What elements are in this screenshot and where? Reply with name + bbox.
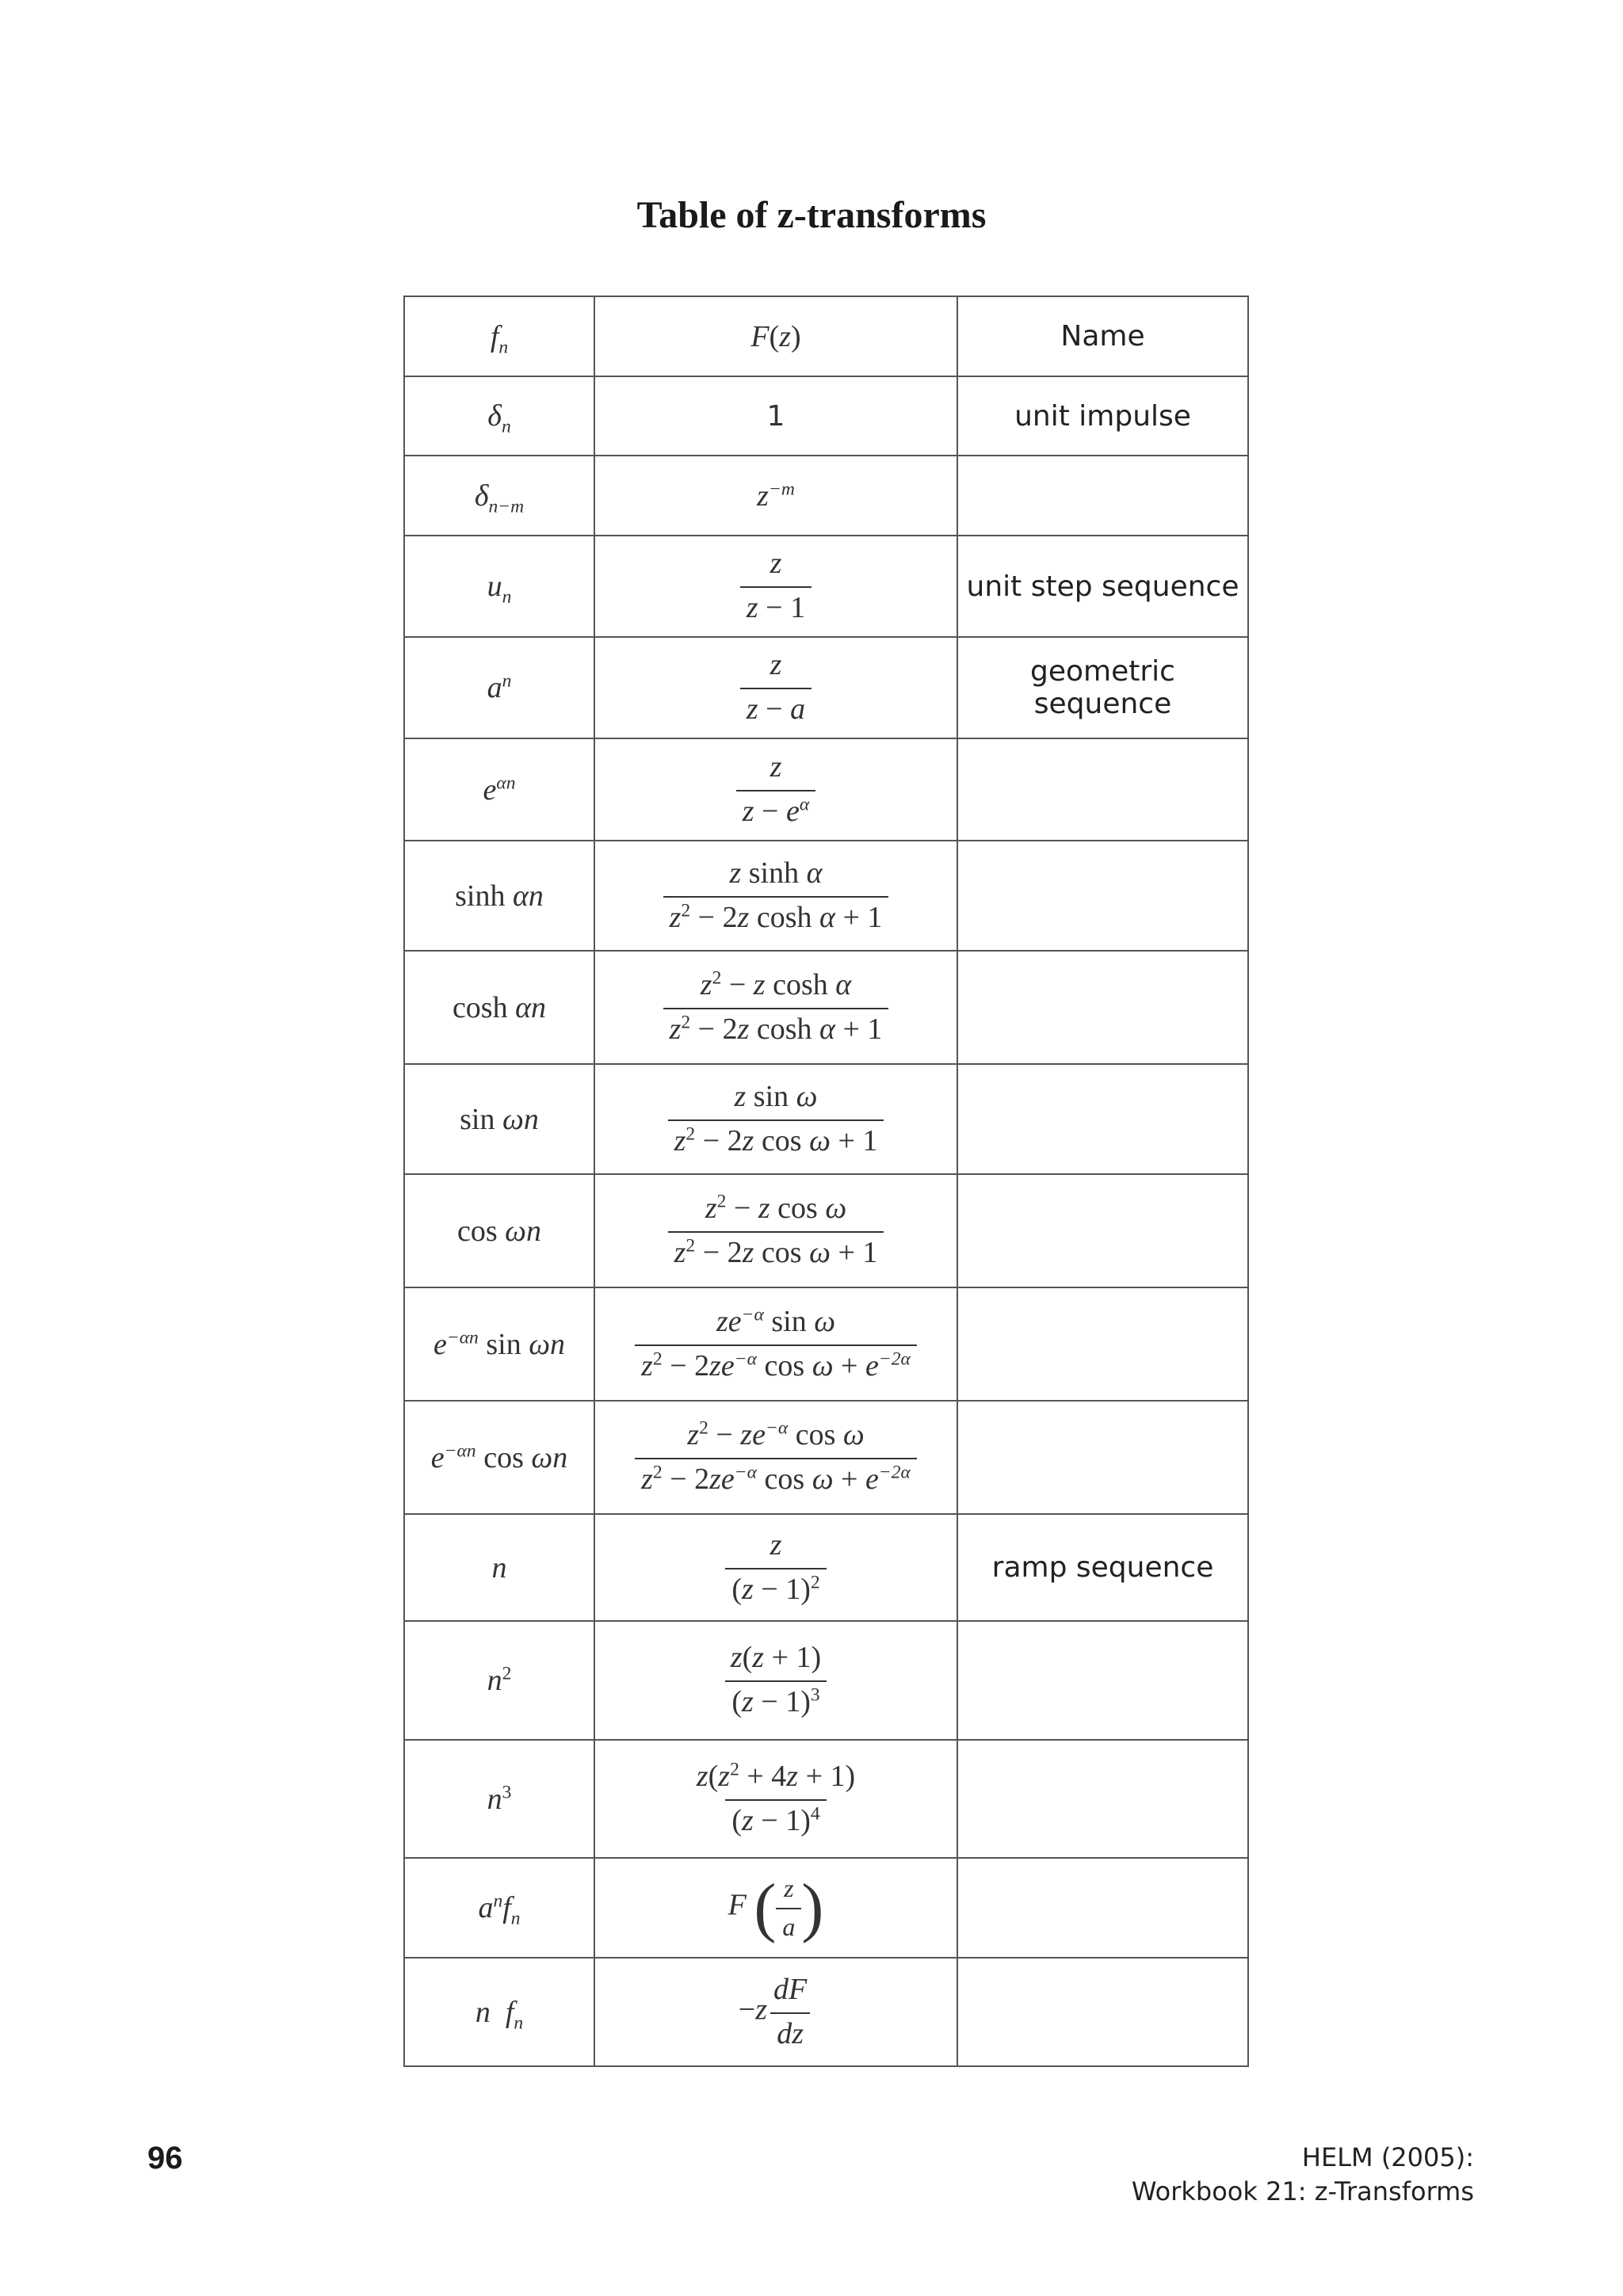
transform-cell: $\frac{z}{z - 1}$	[594, 536, 957, 637]
table-row	[404, 536, 1248, 637]
fn-cell: sin ωn	[404, 1064, 594, 1174]
fn-cell: n	[404, 1514, 594, 1621]
table-row	[404, 738, 1248, 841]
transform-cell: $z^{-m}$	[594, 456, 957, 536]
page-title: Table of z-transforms	[636, 194, 987, 236]
fn-cell: $n^2$	[404, 1621, 594, 1740]
transform-cell: $\frac{z^2 - z \cos \omega}{z^2 - 2z \cos \omega + 1}$	[594, 1174, 957, 1287]
transform-cell: $\frac{z^2 - ze^{-\alpha} \cos \omega}{z^2 - 2ze^{-\alpha} \cos \omega + e^{-2\alpha}}$	[594, 1401, 957, 1514]
name-cell: geometric sequence	[957, 637, 1248, 738]
table-row	[404, 1958, 1248, 2066]
table-row	[404, 376, 1248, 456]
name-cell	[957, 456, 1248, 536]
name-cell	[957, 1740, 1248, 1858]
fn-cell: cosh αn	[404, 951, 594, 1064]
name-cell: unit step sequence	[957, 536, 1248, 637]
table-row	[404, 1858, 1248, 1958]
table-row	[404, 1064, 1248, 1174]
table-row	[404, 637, 1248, 738]
z-transform-table	[403, 296, 1249, 2067]
name-cell	[957, 1958, 1248, 2066]
transform-cell: $\frac{z}{(z - 1)^2}$	[594, 1514, 957, 1621]
name-cell	[957, 1287, 1248, 1401]
table-row	[404, 841, 1248, 951]
fn-cell: $e^{\alpha n}$	[404, 738, 594, 841]
transform-cell: $\frac{z}{z - e^\alpha}$	[594, 738, 957, 841]
fn-cell: sinh αn	[404, 841, 594, 951]
footer	[1132, 2141, 1474, 2209]
transform-cell: $\frac{z^2 - z \cosh \alpha}{z^2 - 2z \cosh \alpha + 1}$	[594, 951, 957, 1064]
name-cell: unit impulse	[957, 376, 1248, 456]
table-row	[404, 1621, 1248, 1740]
fn-cell: $u_n$	[404, 536, 594, 637]
footer-line2: Workbook 21: z-Transforms	[1131, 2176, 1474, 2206]
page-number: 96	[147, 2141, 183, 2176]
transform-cell: $\frac{z(z^2 + 4z + 1)}{(z - 1)^4}$	[594, 1740, 957, 1858]
name-cell	[957, 1858, 1248, 1958]
fn-cell: $\delta_{n-m}$	[404, 456, 594, 536]
name-cell	[957, 1174, 1248, 1287]
fn-cell: n $f_n$	[404, 1958, 594, 2066]
name-cell	[957, 1401, 1248, 1514]
table-row	[404, 951, 1248, 1064]
name-cell	[957, 1621, 1248, 1740]
table-row	[404, 1287, 1248, 1401]
transform-cell: F ( $\frac{z}{a}$ )	[594, 1858, 957, 1958]
table-row	[404, 1514, 1248, 1621]
fn-cell: $a^nf_n$	[404, 1858, 594, 1958]
transform-cell: $\frac{\text{z sinh α}}{z^2 - 2z \cosh \alpha + 1}$	[594, 841, 957, 951]
fn-cell: cos ωn	[404, 1174, 594, 1287]
fn-cell: $n^3$	[404, 1740, 594, 1858]
name-cell: ramp sequence	[957, 1514, 1248, 1621]
transform-cell: $\frac{ze^{-\alpha} \sin \omega}{z^2 - 2ze^{-\alpha} \cos \omega + e^{-2\alpha}}$	[594, 1287, 957, 1401]
transform-cell: $\frac{\text{z sin ω}}{z^2 - 2z \cos \omega + 1}$	[594, 1064, 957, 1174]
fn-cell: $\delta_n$	[404, 376, 594, 456]
fn-cell: $e^{-\alpha n}$ cos ωn	[404, 1401, 594, 1514]
header-Fz: F(z)	[594, 296, 957, 376]
transform-text: 1	[766, 400, 785, 433]
transform-cell	[594, 376, 957, 456]
fn-cell: $a^n$	[404, 637, 594, 738]
footer-line1: HELM (2005):	[1301, 2142, 1474, 2172]
transform-cell: $\frac{z}{z - a}$	[594, 637, 957, 738]
table-row	[404, 1401, 1248, 1514]
transform-cell: −z $\frac{dF}{dz}$	[594, 1958, 957, 2066]
header-fn: $f_n$	[404, 296, 594, 376]
table-row	[404, 1174, 1248, 1287]
table-header-row	[404, 296, 1248, 376]
name-cell	[957, 951, 1248, 1064]
table-row	[404, 1740, 1248, 1858]
header-name: Name	[957, 296, 1248, 376]
name-cell	[957, 738, 1248, 841]
table-row	[404, 456, 1248, 536]
transform-cell: $\frac{z(z + 1)}{(z - 1)^3}$	[594, 1621, 957, 1740]
name-cell	[957, 1064, 1248, 1174]
fn-cell: $e^{-\alpha n}$ sin ωn	[404, 1287, 594, 1401]
name-cell	[957, 841, 1248, 951]
